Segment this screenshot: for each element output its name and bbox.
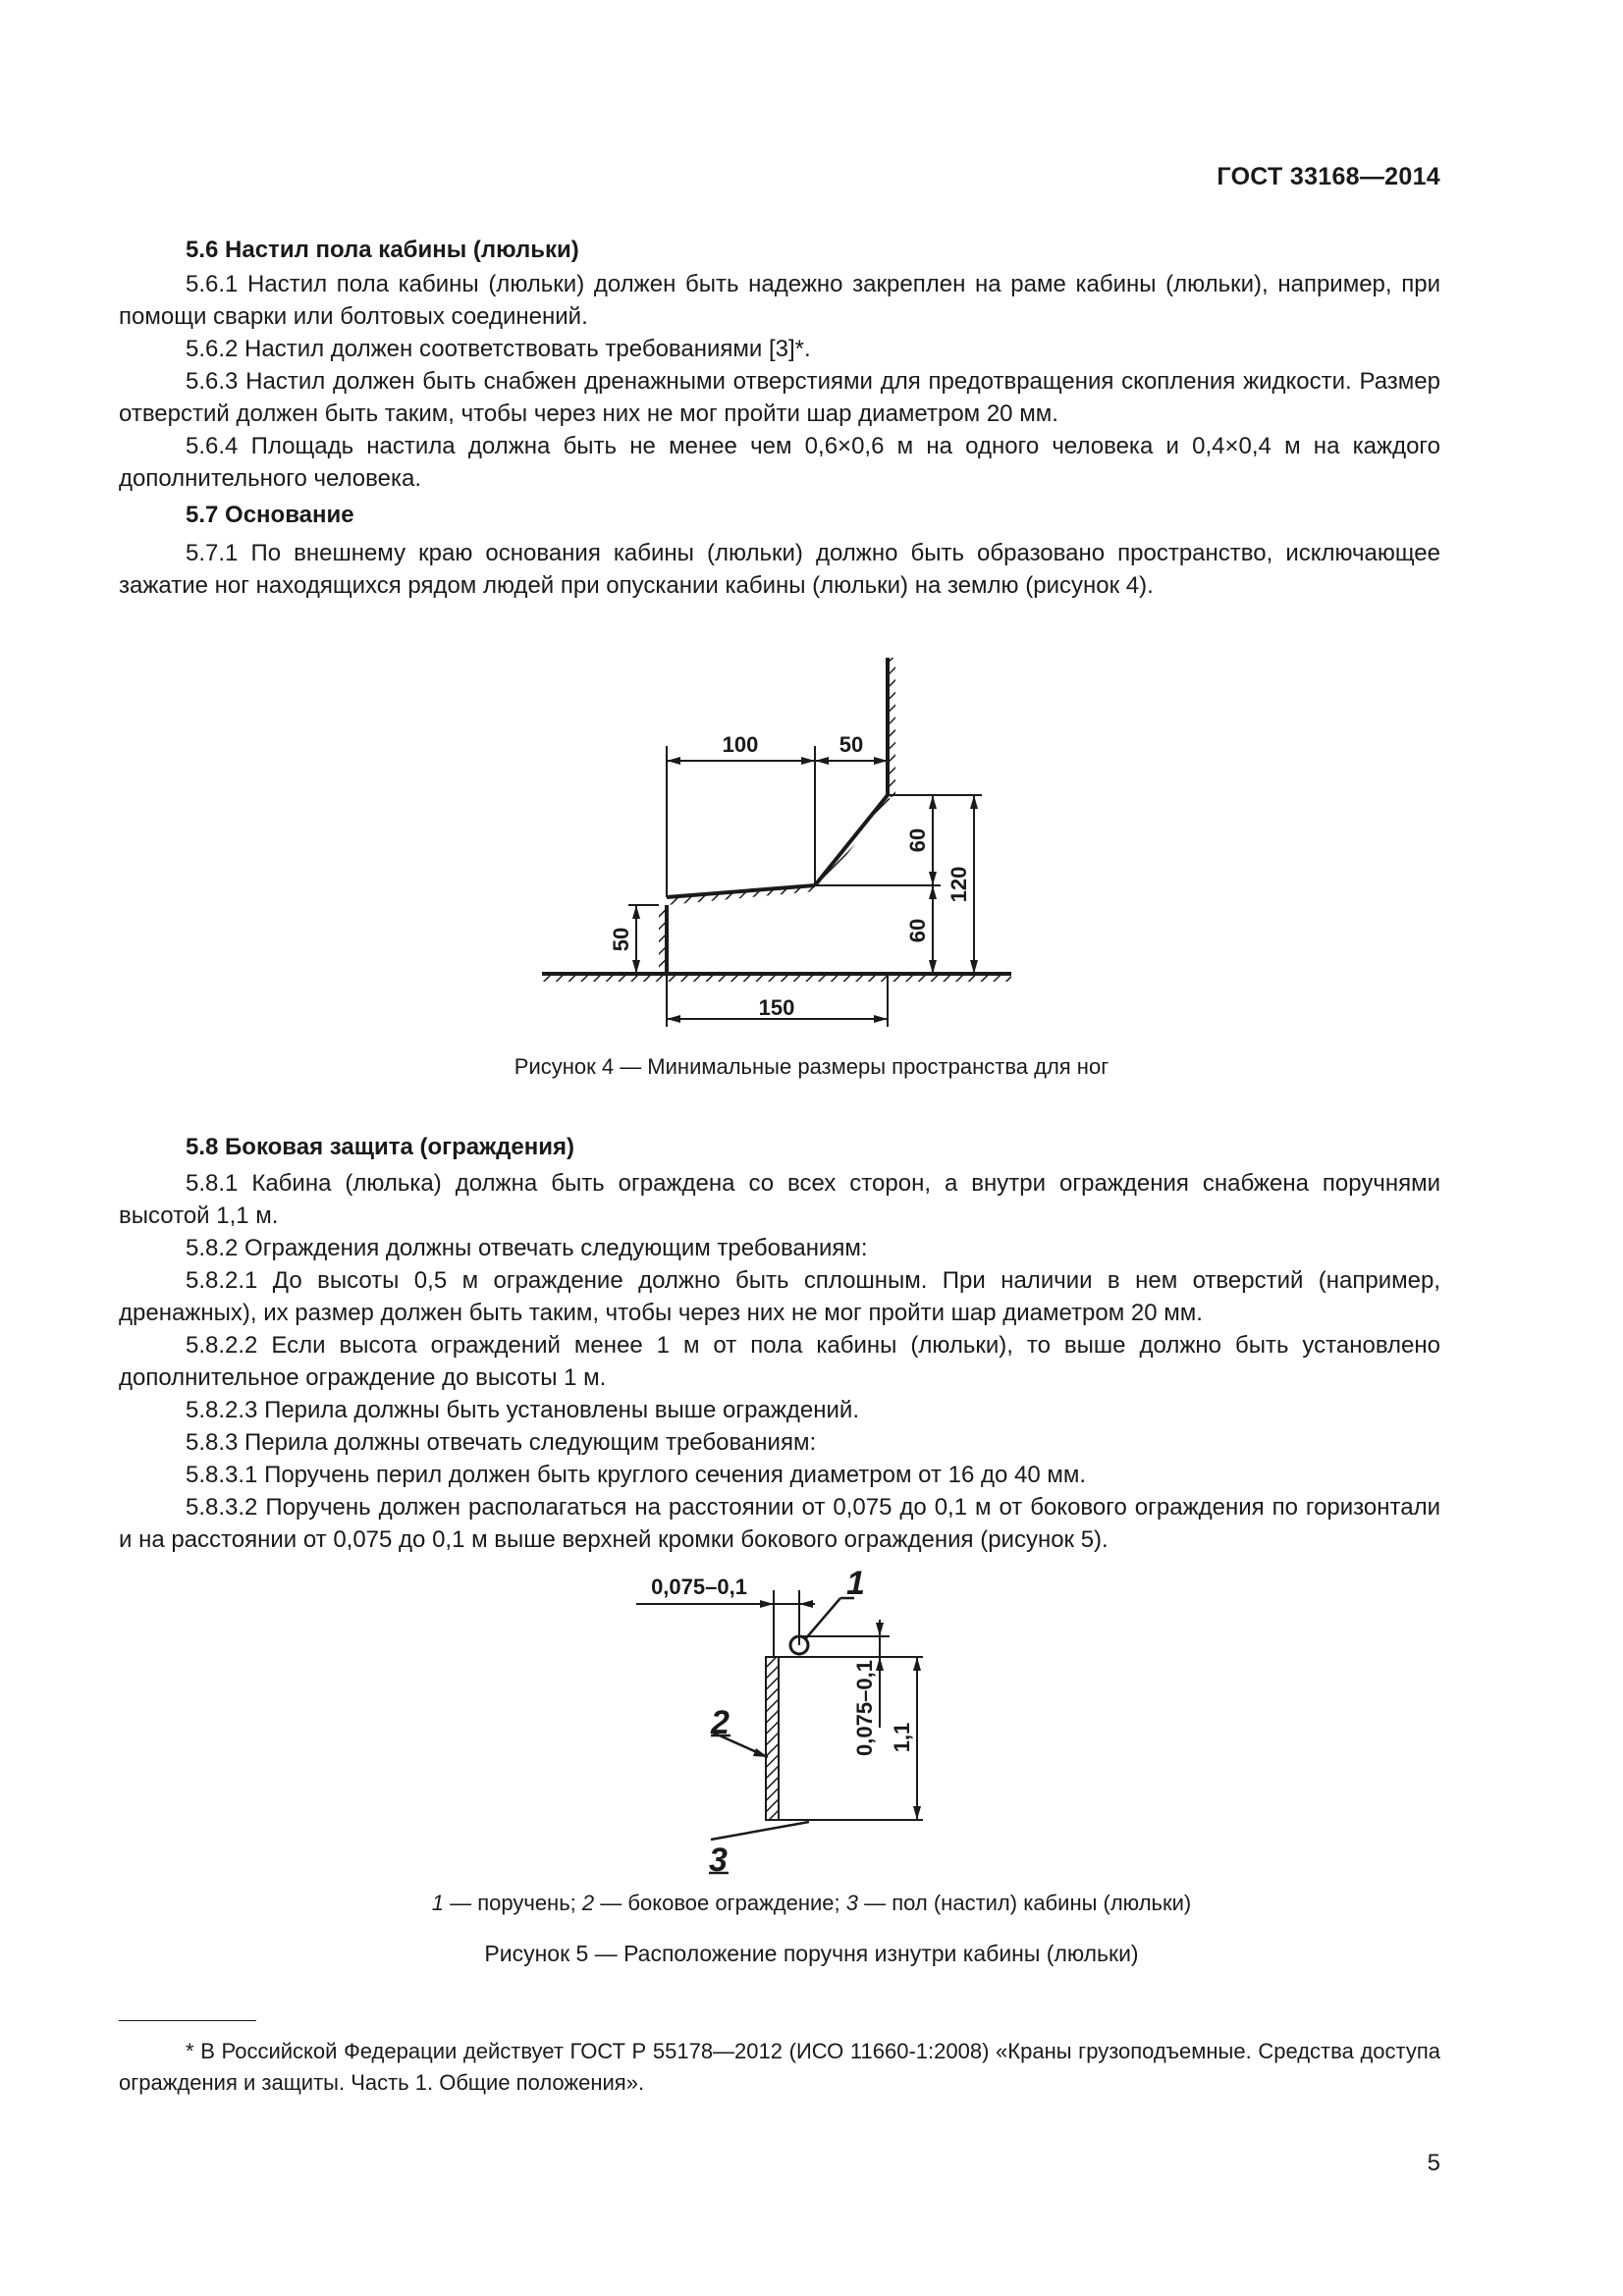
figure-4-diagram [530, 648, 1041, 1031]
fig5-label-1: 1 [846, 1565, 865, 1602]
paragraph-5-8-3: 5.8.3 Перила должны отвечать следующим требованиям: [186, 1429, 817, 1456]
paragraph-5-8-2-1: 5.8.2.1 До высоты 0,5 м ограждение должно быть сплошным. При наличии в нем отверстий (например, дренажных), их размер должен быть таким, чтобы через них не мог пройти шар диаметром 20 мм. [119, 1267, 1440, 1326]
dim-50-left: 50 [609, 927, 633, 952]
dim-50-top: 50 [839, 732, 864, 757]
section-title-5-7: 5.7 Основание [186, 502, 354, 528]
legend-num-2: 2 [581, 1891, 595, 1915]
legend-num-3: 3 [845, 1891, 859, 1915]
fig5-dim-vertical-total: 1,1 [890, 1722, 914, 1753]
paragraph-5-8-2-2: 5.8.2.2 Если высота ограждений менее 1 м от пола кабины (люльки), то выше должно быть установлено дополнительное ограждение до высоты 1 м. [119, 1332, 1440, 1391]
fig5-label-3: 3 [709, 1842, 728, 1875]
fig5-label-2: 2 [711, 1704, 730, 1741]
footnote-rule [119, 2020, 256, 2021]
paragraph-5-8-3-1: 5.8.3.1 Поручень перил должен быть круглого сечения диаметром от 16 до 40 мм. [186, 1462, 1087, 1488]
dim-100: 100 [722, 732, 759, 757]
paragraph-5-6-4: 5.6.4 Площадь настила должна быть не менее чем 0,6×0,6 м на одного человека и 0,4×0,4 м на каждого дополнительного человека. [119, 433, 1440, 492]
legend-text-1: — поручень; [444, 1891, 582, 1915]
legend-text-3: — пол (настил) кабины (люльки) [858, 1891, 1192, 1915]
dim-150: 150 [758, 995, 795, 1020]
paragraph-5-8-2: 5.8.2 Ограждения должны отвечать следующим требованиям: [186, 1235, 868, 1261]
figure-4-caption: Рисунок 4 — Минимальные размеры пространства для ног [514, 1054, 1109, 1079]
fig5-dim-vertical-small: 0,075–0,1 [852, 1660, 877, 1756]
section-title-5-6: 5.6 Настил пола кабины (люльки) [186, 237, 579, 263]
standard-number-header: ГОСТ 33168—2014 [1217, 163, 1440, 190]
paragraph-5-6-3: 5.6.3 Настил должен быть снабжен дренажными отверстиями для предотвращения скопления жидкости. Размер отверстий должен быть таким, чтобы через них не мог пройти шар диаметром 20 мм. [119, 368, 1440, 427]
fig5-dim-horizontal: 0,075–0,1 [651, 1575, 747, 1599]
paragraph-5-8-1: 5.8.1 Кабина (люлька) должна быть ограждена со всех сторон, а внутри ограждения снабжена поручнями высотой 1,1 м. [119, 1170, 1440, 1229]
footnote-text: * В Российской Федерации действует ГОСТ Р 55178—2012 (ИСО 11660-1:2008) «Краны грузоподъемные. Средства доступа ограждения и защиты. Часть 1. Общие положения». [119, 2039, 1440, 2095]
paragraph-5-6-2: 5.6.2 Настил должен соответствовать требованиями [3]*. [186, 336, 811, 362]
dim-60-upper: 60 [905, 828, 930, 853]
text-block-top [119, 234, 1440, 602]
paragraph-5-8-2-3: 5.8.2.3 Перила должны быть установлены выше ограждений. [186, 1397, 859, 1423]
figure-5-caption: Рисунок 5 — Расположение поручня изнутри кабины (люльки) [484, 1941, 1139, 1966]
legend-num-1: 1 [431, 1891, 444, 1915]
text-block-5-8 [119, 1131, 1440, 1556]
paragraph-5-7-1: 5.7.1 По внешнему краю основания кабины (люльки) должно быть образовано пространство, исключающее зажатие ног находящихся рядом людей при опускании кабины (люльки) на землю (рисунок 4). [119, 540, 1440, 599]
paragraph-5-6-1: 5.6.1 Настил пола кабины (люльки) должен быть надежно закреплен на раме кабины (люльки), например, при помощи сварки или болтовых соединений. [119, 271, 1440, 330]
page-number: 5 [1427, 2150, 1440, 2176]
paragraph-5-8-3-2: 5.8.3.2 Поручень должен располагаться на расстоянии от 0,075 до 0,1 м от бокового ограждения по горизонтали и на расстоянии от 0,075 до 0,1 м выше верхней кромки бокового ограждения (рисунок 5). [119, 1494, 1440, 1553]
dim-60-lower: 60 [905, 918, 930, 943]
figure-5-diagram [628, 1561, 952, 1875]
dim-120: 120 [947, 866, 971, 903]
figure-5-legend [0, 1891, 1623, 1916]
legend-text-2: — боковое ограждение; [594, 1891, 846, 1915]
section-title-5-8: 5.8 Боковая защита (ограждения) [186, 1134, 574, 1160]
